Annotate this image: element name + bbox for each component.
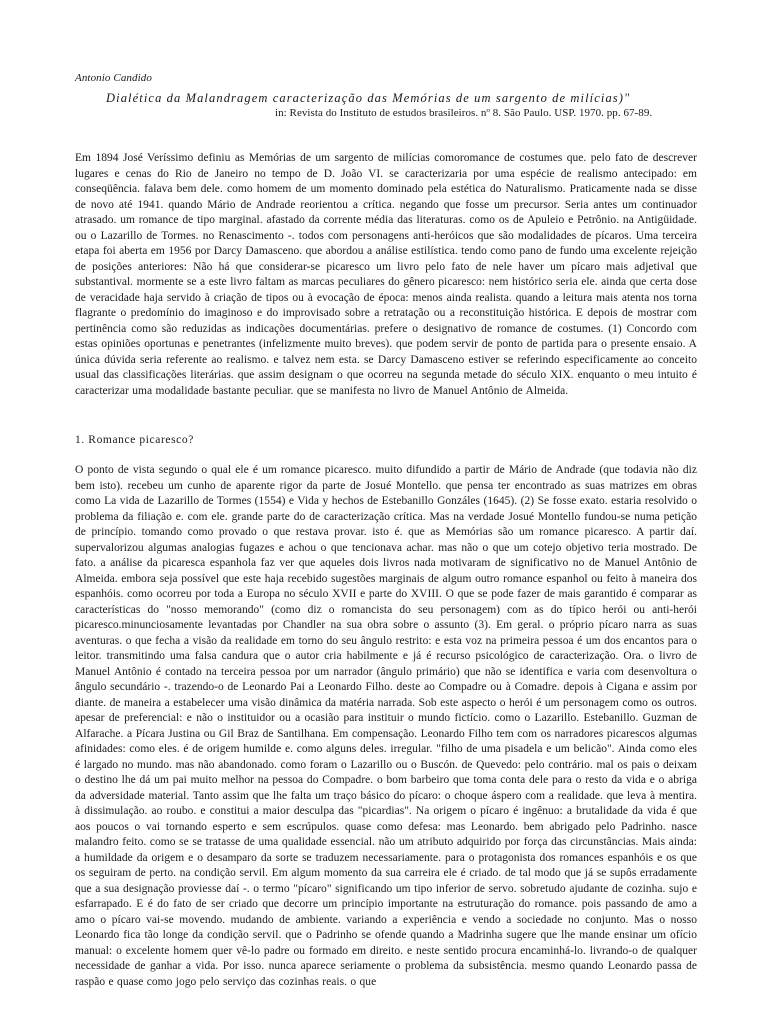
body-paragraph: O ponto de vista segundo o qual ele é um romance picaresco. muito difundido a partir de Mário de Andrade (que todavia não diz bem isto). recebeu um cunho de aparente rigor da parte de Josué Montello. que pensa ter encontrado as suas matrizes em obras como La vida de Lazarillo de Tormes (1554) e Vida y hechos de Estebanillo Gonzáles (1645). (2) Se fosse exato. estaria resolvido o problema da filiação e. com ele. grande parte do de caracterização crítica. Mas na verdade Josué Montello fundou-se numa petição de princípio. tomando como provado o que restava provar. isto é. que as Memórias são um romance picaresco. A partir daí. supervalorizou algumas analogias fugazes e achou o que tencionava achar. mas não o que um cotejo objetivo teria mostrado. De fato. a análise da picaresca espanhola faz ver que aqueles dois livros nada motivaram de significativo no de Manuel Antônio de Almeida. embora seja possível que este haja recebido sugestões marginais de algum outro romance espanhol ou feito à maneira dos espanhóis. como ocorreu por toda a Europa no século XVII e parte do XVIII. O que se pode fazer de mais garantido é comparar as características do "nosso memorando" (como diz o romancista do seu personagem) com as do típico herói ou anti-herói picaresco.minunciosamente levantadas por Chandler na sua obra sobre o assunto (3). Em geral. o próprio pícaro narra as suas aventuras. o que fecha a visão da realidade em torno do seu ângulo restrito: e esta voz na primeira pessoa é um dos encantos para o leitor. transmitindo uma falsa candura que o autor cria habilmente e já é recurso psicológico de caracterização. Ora. o livro de Manuel Antônio é contado na terceira pessoa por um narrador (ângulo primário) que não se identifica e varia com desenvoltura o ângulo secundário -. trazendo-o de Leonardo Pai a Leonardo Filho. deste ao Compadre ou à Comadre. depois à Cigana e assim por diante. de maneira a estabelecer uma visão dinâmica da matéria narrada. Sob este aspecto o herói é um personagem como os outros. apesar de preferencial: e não o instituidor ou a ocasião para instituir o mundo fictício. como o Lazarillo. Estebanillo. Guzman de Alfarache. a Pícara Justina ou Gil Braz de Santilhana. Em compensação. Leonardo Filho tem com os narradores picarescos algumas afinidades: como eles. é de origem humilde e. como alguns deles. irregular. "filho de uma pisadela e um belicão". Ainda como eles é largado no mundo. mas não abandonado. como foram o Lazarillo ou o Buscón. de Quevedo: pelo contrário. mal os pais o deixam o destino lhe dá um pai muito melhor na pessoa do Compadre. o bom barbeiro que toma conta dele para o resto da vida e o abriga da adversidade material. Tanto assim que lhe falta um traço básico do pícaro: o choque áspero com a realidade. que leva à mentira. à dissimulação. ao roubo. e constitui a maior desculpa das "picardias". Na origem o pícaro é ingênuo: a brutalidade da vida é que aos poucos o vai tornando esperto e sem escrúpulos. quase como defesa: mas Leonardo. bem abrigado pelo Padrinho. nasce malandro feito. como se se tratasse de uma qualidade essencial. não um atributo adquirido por força das circunstâncias. Mais ainda: a humildade da origem e o desamparo da sorte se traduzem necessariamente. para o protagonista dos romances espanhóis e os que os seguiram de perto. na condição servil. Em algum momento da sua carreira ele é criado. de tal modo que já se supôs erradamente que a sua designação proviesse daí -. o termo "pícaro" significando um tipo inferior de servo. sobretudo ajudante de cozinha. sujo e esfarrapado. E é do fato de ser criado que decorre um princípio importante na estruturação do romance. pois passando de amo a amo o pícaro vai-se movendo. mudando de ambiente. variando a experiência e vendo a sociedade no conjunto. Mas o nosso Leonardo fica tão longe da condição servil. que o Padrinho se ofende quando a Madrinha sugere que lhe mande ensinar um ofício manual: o excelente homem quer vê-lo padre ou formado em direito. e neste sentido procura encaminhá-lo. livrando-o de qualquer necessidade de ganhar a vida. Por isso. nunca aparece seriamente o problema da subsistência. mesmo quando Leonardo passa de raspão e quase como jogo pelo serviço das cozinhas reais. o que <box>75 464 697 988</box>
author-name: Antonio Candido <box>75 72 152 84</box>
section-heading: 1. Romance picaresco? <box>75 434 194 446</box>
citation-line: in: Revista do Instituto de estudos brasileiros. nº 8. São Paulo. USP. 1970. pp. 67-89. <box>275 107 653 119</box>
body-paragraph: Em 1894 José Veríssimo definiu as Memórias de um sargento de milícias comoromance de costumes que. pelo fato de descrever lugares e cenas do Rio de Janeiro no tempo de D. João VI. se caracterizaria por uma espécie de realismo antecipado: em conseqüência. falava bem dele. como homem de um momento dominado pela estética do Naturalismo. Praticamente nada se disse de novo até 1941. quando Mário de Andrade reorientou a crítica. negando que fosse um precursor. Seria antes um continuador atrasado. um romance de tipo marginal. afastado da corrente média das literaturas. como os de Apuleio e Petrônio. na Antigüidade. ou o Lazarillo de Tormes. no Renascimento -. todos com personagens anti-heróicos que são modalidades de pícaros. Uma terceira etapa foi aberta em 1956 por Darcy Damasceno. que abordou a análise estilística. tendo como pano de fundo uma excelente rejeição de posições anteriores: Não há que considerar-se picaresco um livro pelo fato de nele haver um pícaro mais adjetival que substantival. mormente se a este livro faltam as marcas peculiares do gênero picaresco: nem histórico seria ele. ainda que certa dose de veracidade haja servido à criação de tipos ou à evocação de época: menos ainda realista. quando a leitura mais atenta nos torna flagrante o predomínio do imaginoso e do improvisado sobre a retratação ou a reconstituição histórica. E depois de mostrar com pertinência como são reduzidas as indicações documentárias. prefere o designativo de romance de costumes. (1) Concordo com estas opiniões oportunas e penetrantes (infelizmente muito breves). que podem servir de ponto de partida para o presente ensaio. A única dúvida seria referente ao realismo. e talvez nem esta. se Darcy Damasceno estiver se referindo especificamente ao conceito usual das classificações literárias. que assim designam o que ocorreu na segunda metade do século XIX. enquanto o meu intuito é caracterizar uma modalidade bastante peculiar. que se manifesta no livro de Manuel Antônio de Almeida. <box>75 152 697 397</box>
article-title: Dialética da Malandragem caracterização das Memórias de um sargento de milícias)" <box>106 91 631 105</box>
